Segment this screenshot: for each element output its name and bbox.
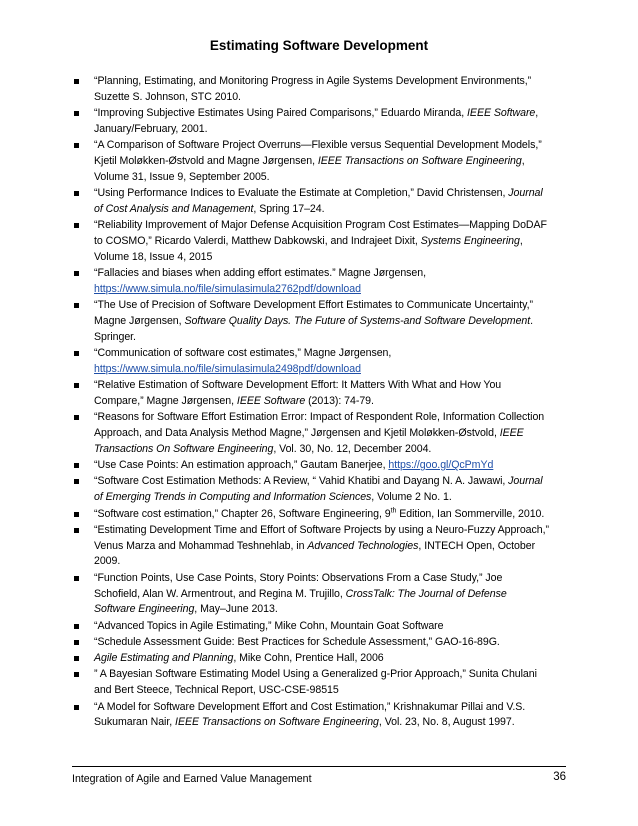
reference-publication: IEEE Transactions on Software Engineering (175, 716, 379, 729)
reference-text: “Reliability Improvement of Major Defense Acquisition Program Cost Estimates—Mapping DoDAF to COSMO,” Ricardo Valerdi, Matthew Dabkowski, and Indrajeet Dixit, (94, 219, 547, 247)
reference-text: “Function Points, Use Case Points, Story Points: Observations From a Case Study,” Joe Schofield, Alan W. Armentrout, and Regina M. Trujillo, (94, 571, 503, 600)
reference-text-tail: , Spring 17–24. (253, 202, 325, 215)
reference-text-tail: (2013): 74-79. (305, 394, 374, 407)
reference-item (72, 186, 550, 218)
square-bullet-icon (74, 672, 79, 677)
reference-text: “Planning, Estimating, and Monitoring Progress in Agile Systems Development Environments,” Suzette S. Johnson, STC 2010. (94, 75, 532, 103)
reference-item (72, 700, 550, 732)
reference-text: “Estimating Development Time and Effort of Software Projects by using a Neuro-Fuzzy Approach,” Venus Marza and Mohammad Teshnehlab, in (94, 523, 549, 552)
page-number: 36 (553, 771, 566, 783)
reference-item (72, 410, 550, 457)
reference-item (72, 266, 550, 298)
square-bullet-icon (74, 415, 79, 420)
reference-item (72, 138, 550, 185)
square-bullet-icon (74, 624, 79, 629)
reference-item (72, 651, 550, 667)
square-bullet-icon (74, 223, 79, 228)
footer-divider (72, 766, 566, 767)
square-bullet-icon (74, 111, 79, 116)
reference-text-tail: . Springer. (94, 314, 534, 343)
square-bullet-icon (74, 479, 79, 484)
reference-text-tail: , January/February, 2001. (94, 107, 539, 135)
reference-publication: CrossTalk: The Journal of Defense Software Engineering (94, 587, 507, 616)
square-bullet-icon (74, 528, 79, 533)
reference-text-tail: , Mike Cohn, Prentice Hall, 2006 (233, 652, 384, 665)
page-title: Estimating Software Development (209, 38, 429, 53)
reference-item (72, 523, 550, 570)
square-bullet-icon (74, 656, 79, 661)
reference-text: “Communication of software cost estimates,” Magne Jørgensen, (94, 347, 392, 360)
reference-item (72, 378, 550, 410)
reference-publication: Advanced Technologies (307, 539, 419, 552)
reference-text: “Schedule Assessment Guide: Best Practices for Schedule Assessment,” GAO-16-89G. (94, 635, 500, 648)
reference-text: “Software cost estimation,” Chapter 26, Software Engineering, 9 (94, 507, 391, 520)
square-bullet-icon (74, 705, 79, 710)
reference-item (72, 667, 550, 699)
reference-publication: Journal of Emerging Trends in Computing and Information Sciences (94, 475, 543, 504)
reference-text: ” A Bayesian Software Estimating Model Using a Generalized g-Prior Approach,” Sunita Chulani and Bert Steece, Technical Report, USC-CSE-98515 (94, 668, 537, 697)
reference-text-tail: , Volume 18, Issue 4, 2015 (94, 234, 523, 263)
square-bullet-icon (74, 463, 79, 468)
square-bullet-icon (74, 383, 79, 388)
footer-text: Integration of Agile and Earned Value Management (72, 773, 312, 785)
reference-item (72, 346, 550, 378)
reference-text: “Software Cost Estimation Methods: A Review, “ Vahid Khatibi and Dayang N. A. Jawawi, (94, 475, 509, 488)
reference-text-tail: , INTECH Open, October 2009. (94, 539, 536, 568)
reference-item (72, 507, 550, 523)
reference-text-tail: , Vol. 23, No. 8, August 1997. (378, 716, 515, 729)
reference-superscript: th (390, 506, 397, 514)
reference-item (72, 218, 550, 265)
reference-item (72, 619, 550, 635)
reference-text: “A Comparison of Software Project Overruns—Flexible versus Sequential Development Models,” Kjetil Moløkken-Østvold and Magne Jørgensen, (94, 139, 542, 167)
reference-title-italic: Agile Estimating and Planning (94, 652, 234, 665)
reference-text: “The Use of Precision of Software Development Effort Estimates to Communicate Uncertainty,” Magne Jørgensen, (94, 299, 533, 327)
reference-item (72, 635, 550, 651)
reference-publication: Journal of Cost Analysis and Management (94, 187, 543, 215)
reference-text-tail: , May–June 2013. (194, 603, 278, 616)
reference-link[interactable]: https://www.simula.no/file/simulasimula2498pdf/download (94, 362, 361, 375)
reference-text-tail: Edition, Ian Sommerville, 2010. (396, 507, 545, 520)
reference-item (72, 74, 550, 106)
square-bullet-icon (74, 143, 79, 148)
reference-item (72, 298, 550, 345)
reference-item (72, 571, 550, 618)
reference-text-tail: , Vol. 30, No. 12, December 2004. (273, 442, 432, 455)
square-bullet-icon (74, 351, 79, 356)
reference-text: “Improving Subjective Estimates Using Paired Comparisons,” Eduardo Miranda, (94, 107, 468, 120)
square-bullet-icon (74, 191, 79, 196)
reference-item (72, 474, 550, 506)
reference-text: “Reasons for Software Effort Estimation Error: Impact of Respondent Role, Information Collection Approach, and Data Analysis Method Magne,” Jørgensen and Kjetil Moløkken-Østvold, (94, 411, 545, 440)
square-bullet-icon (74, 512, 79, 517)
reference-text: “Using Performance Indices to Evaluate the Estimate at Completion,” David Christensen, (94, 187, 509, 200)
reference-text: “Fallacies and biases when adding effort estimates.” Magne Jørgensen, (94, 267, 427, 280)
reference-publication: IEEE Transactions On Software Engineering (94, 427, 524, 455)
reference-text: “Relative Estimation of Software Development Effort: It Matters With What and How You Compare,” Magne Jørgensen, (94, 379, 502, 407)
reference-publication: Systems Engineering (420, 234, 520, 247)
reference-text: “Use Case Points: An estimation approach,” Gautam Banerjee, (94, 459, 389, 472)
reference-publication: IEEE Software (236, 394, 306, 407)
reference-link[interactable]: https://www.simula.no/file/simulasimula2762pdf/download (94, 282, 361, 295)
square-bullet-icon (74, 640, 79, 645)
reference-item (72, 106, 550, 138)
reference-link[interactable]: https://goo.gl/QcPmYd (388, 459, 494, 472)
reference-text-tail: , Volume 2 No. 1. (371, 491, 452, 504)
reference-publication: Software Quality Days. The Future of Systems-and Software Development (184, 314, 531, 327)
reference-publication: IEEE Transactions on Software Engineering (317, 154, 522, 167)
reference-list (72, 74, 550, 732)
square-bullet-icon (74, 271, 79, 276)
square-bullet-icon (74, 303, 79, 308)
square-bullet-icon (74, 79, 79, 84)
square-bullet-icon (74, 576, 79, 581)
reference-publication: IEEE Software (467, 107, 536, 120)
reference-item (72, 458, 550, 474)
reference-text: “Advanced Topics in Agile Estimating,” Mike Cohn, Mountain Goat Software (94, 619, 444, 632)
reference-text: “A Model for Software Development Effort and Cost Estimation,” Krishnakumar Pillai and V.S. Sukumaran Nair, (94, 700, 526, 729)
reference-text-tail: , Volume 31, Issue 9, September 2005. (94, 154, 525, 183)
